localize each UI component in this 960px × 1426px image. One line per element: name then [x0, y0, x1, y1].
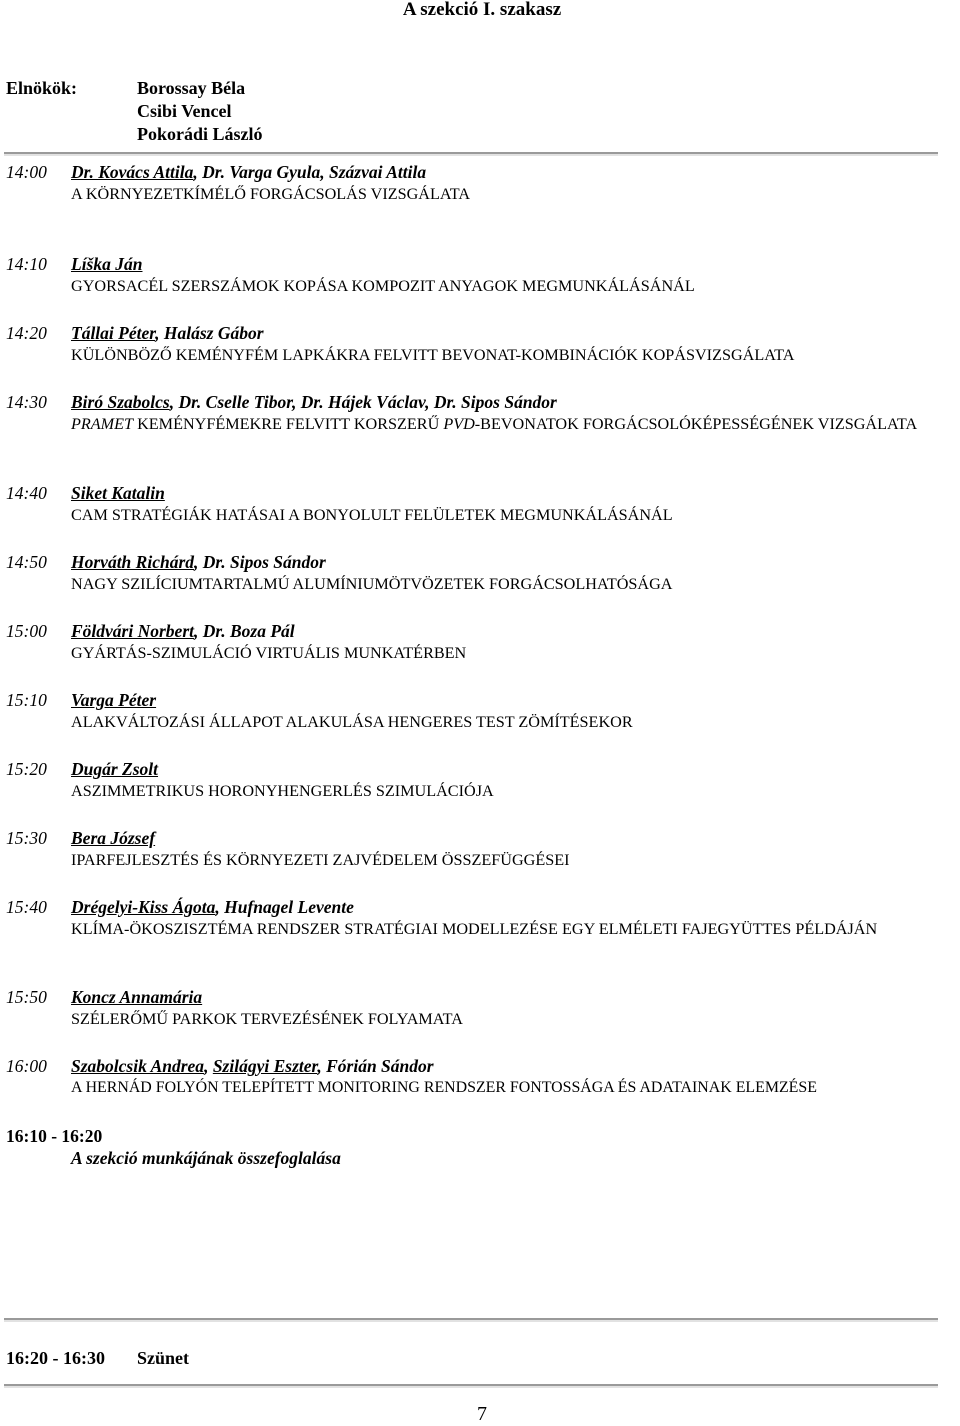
divider-upper	[4, 1318, 938, 1322]
chair-name: Csibi Vencel	[137, 101, 232, 121]
talk-author: , Hufnagel Levente	[215, 897, 354, 917]
talk-time: 14:10	[6, 254, 47, 274]
talk-title-part: GYORSACÉL SZERSZÁMOK KOPÁSA KOMPOZIT ANYAGOK MEGMUNKÁLÁSÁNÁL	[71, 277, 695, 295]
talk-author: Líška Ján	[71, 254, 143, 274]
talk-author: Szabolcsik Andrea	[71, 1056, 205, 1076]
talk-title-part: ASZIMMETRIKUS HORONYHENGERLÉS SZIMULÁCIÓJA	[71, 782, 494, 800]
talk-author: Varga Péter	[71, 690, 157, 710]
page-number: 7	[477, 1403, 487, 1425]
summary-line-spacer	[71, 1125, 960, 1147]
talk-title	[71, 711, 960, 733]
talk-author: ,	[204, 1056, 213, 1076]
talk-author: , Fórián Sándor	[317, 1056, 434, 1076]
talk-title	[71, 849, 960, 871]
talk-title	[71, 183, 960, 205]
break-label: Szünet	[137, 1348, 190, 1368]
talk-time: 15:10	[6, 690, 47, 710]
talk-authors	[71, 391, 960, 413]
talk-entry	[6, 1055, 960, 1099]
talk-author: Bera József	[71, 828, 156, 848]
talk-authors	[71, 827, 960, 849]
talk-title	[71, 573, 960, 595]
talk-title-part: KÜLÖNBÖZŐ KEMÉNYFÉM LAPKÁKRA FELVITT BEVONAT-KOMBINÁCIÓK KOPÁSVIZSGÁLATA	[71, 346, 795, 364]
talk-title-part: SZÉLERŐMŰ PARKOK TERVEZÉSÉNEK FOLYAMATA	[71, 1010, 463, 1028]
talk-title-part: GYÁRTÁS-SZIMULÁCIÓ VIRTUÁLIS MUNKATÉRBEN	[71, 644, 467, 662]
talk-title-part: KEMÉNYFÉMEKRE FELVITT KORSZERŰ	[133, 415, 444, 433]
talk-authors	[71, 758, 960, 780]
summary-text: A szekció munkájának összefoglalása	[71, 1148, 341, 1168]
talk-title	[71, 1008, 960, 1030]
talk-entry	[6, 758, 960, 802]
talk-authors	[71, 620, 960, 642]
chairs-names	[137, 77, 263, 146]
talk-title-part: ALAKVÁLTOZÁSI ÁLLAPOT ALAKULÁSA HENGERES TEST ZÖMÍTÉSEKOR	[71, 713, 633, 731]
talk-time: 15:30	[6, 828, 47, 848]
talk-author: Dr. Kovács Attila	[71, 162, 194, 182]
talk-author: , Dr. Varga Gyula, Százvai Attila	[193, 162, 427, 182]
talk-author: , Dr. Cselle Tibor, Dr. Hájek Václav, Dr. Sipos Sándor	[169, 392, 557, 412]
talk-entry	[6, 482, 960, 526]
talk-entry	[6, 551, 960, 595]
break-time: 16:20 - 16:30	[6, 1348, 105, 1368]
talk-author: Tállai Péter	[71, 323, 156, 343]
talk-author: Siket Katalin	[71, 483, 165, 503]
talk-authors	[71, 161, 960, 183]
talk-title-part: KLÍMA-ÖKOSZISZTÉMA RENDSZER STRATÉGIAI MODELLEZÉSE EGY ELMÉLETI FAJEGYÜTTES PÉLDÁJÁN	[71, 920, 878, 938]
talk-title	[71, 1077, 960, 1099]
talk-author: Dugár Zsolt	[71, 759, 159, 779]
talk-entry	[6, 896, 960, 940]
talk-authors	[71, 986, 960, 1008]
talk-title-part: A HERNÁD FOLYÓN TELEPÍTETT MONITORING RENDSZER FONTOSSÁGA ÉS ADATAINAK ELEMZÉSE	[71, 1079, 817, 1096]
talk-title	[71, 275, 960, 297]
talk-title-part: A KÖRNYEZETKÍMÉLŐ FORGÁCSOLÁS VIZSGÁLATA	[71, 185, 471, 203]
talk-entry	[6, 689, 960, 733]
summary-entry	[6, 1125, 960, 1169]
talk-title	[71, 780, 960, 802]
talk-time: 14:40	[6, 483, 47, 503]
talk-authors	[71, 551, 960, 573]
chair-name: Borossay Béla	[137, 78, 246, 98]
talk-author: Földvári Norbert	[71, 621, 194, 641]
talk-author: Szilágyi Eszter	[212, 1056, 318, 1076]
talk-title	[71, 642, 960, 664]
talk-author: Horváth Richárd	[71, 552, 195, 572]
talk-entry	[6, 253, 960, 297]
talk-time: 15:20	[6, 759, 47, 779]
talk-authors	[71, 689, 960, 711]
talk-time: 14:30	[6, 392, 47, 412]
chair-name: Pokorádi László	[137, 124, 263, 144]
talk-entry	[6, 391, 960, 435]
talk-authors	[71, 1055, 960, 1077]
talk-author: Drégelyi-Kiss Ágota	[71, 897, 216, 917]
talk-title-part: NAGY SZILÍCIUMTARTALMÚ ALUMÍNIUMÖTVÖZETEK FORGÁCSOLHATÓSÁGA	[71, 575, 673, 593]
talk-time: 15:00	[6, 621, 47, 641]
talk-title	[71, 413, 960, 435]
divider-lower	[4, 1384, 938, 1388]
divider-top	[4, 152, 938, 156]
talk-author: , Dr. Boza Pál	[194, 621, 295, 641]
talk-entry	[6, 322, 960, 366]
talk-authors	[71, 482, 960, 504]
page-title: A szekció I. szakasz	[402, 0, 562, 20]
talk-title-part: CAM STRATÉGIÁK HATÁSAI A BONYOLULT FELÜLETEK MEGMUNKÁLÁSÁNÁL	[71, 506, 673, 524]
talk-authors	[71, 253, 960, 275]
talk-title	[71, 344, 960, 366]
talk-author: Koncz Annamária	[71, 987, 203, 1007]
talk-title	[71, 918, 960, 940]
talk-title-part: -BEVONATOK FORGÁCSOLÓKÉPESSÉGÉNEK VIZSGÁLATA	[474, 415, 918, 433]
talk-time: 14:50	[6, 552, 47, 572]
talk-author: Biró Szabolcs	[71, 392, 170, 412]
talk-title	[71, 504, 960, 526]
talk-title-part: IPARFEJLESZTÉS ÉS KÖRNYEZETI ZAJVÉDELEM ÖSSZEFÜGGÉSEI	[71, 851, 570, 869]
chairs-label: Elnökök:	[6, 78, 78, 98]
talk-title-part: PRAMET	[71, 415, 134, 433]
talk-time: 16:00	[6, 1056, 47, 1076]
talk-authors	[71, 896, 960, 918]
summary-time: 16:10 - 16:20	[6, 1126, 103, 1146]
talk-title-part: PVD	[443, 415, 475, 433]
talk-time: 14:20	[6, 323, 47, 343]
talk-time: 15:40	[6, 897, 47, 917]
talk-entry	[6, 827, 960, 871]
talk-time: 15:50	[6, 987, 47, 1007]
talk-author: , Halász Gábor	[155, 323, 264, 343]
talk-time: 14:00	[6, 162, 47, 182]
talk-author: , Dr. Sipos Sándor	[194, 552, 326, 572]
talk-entry	[6, 620, 960, 664]
talk-authors	[71, 322, 960, 344]
talk-entry	[6, 986, 960, 1030]
talk-entry	[6, 161, 960, 205]
